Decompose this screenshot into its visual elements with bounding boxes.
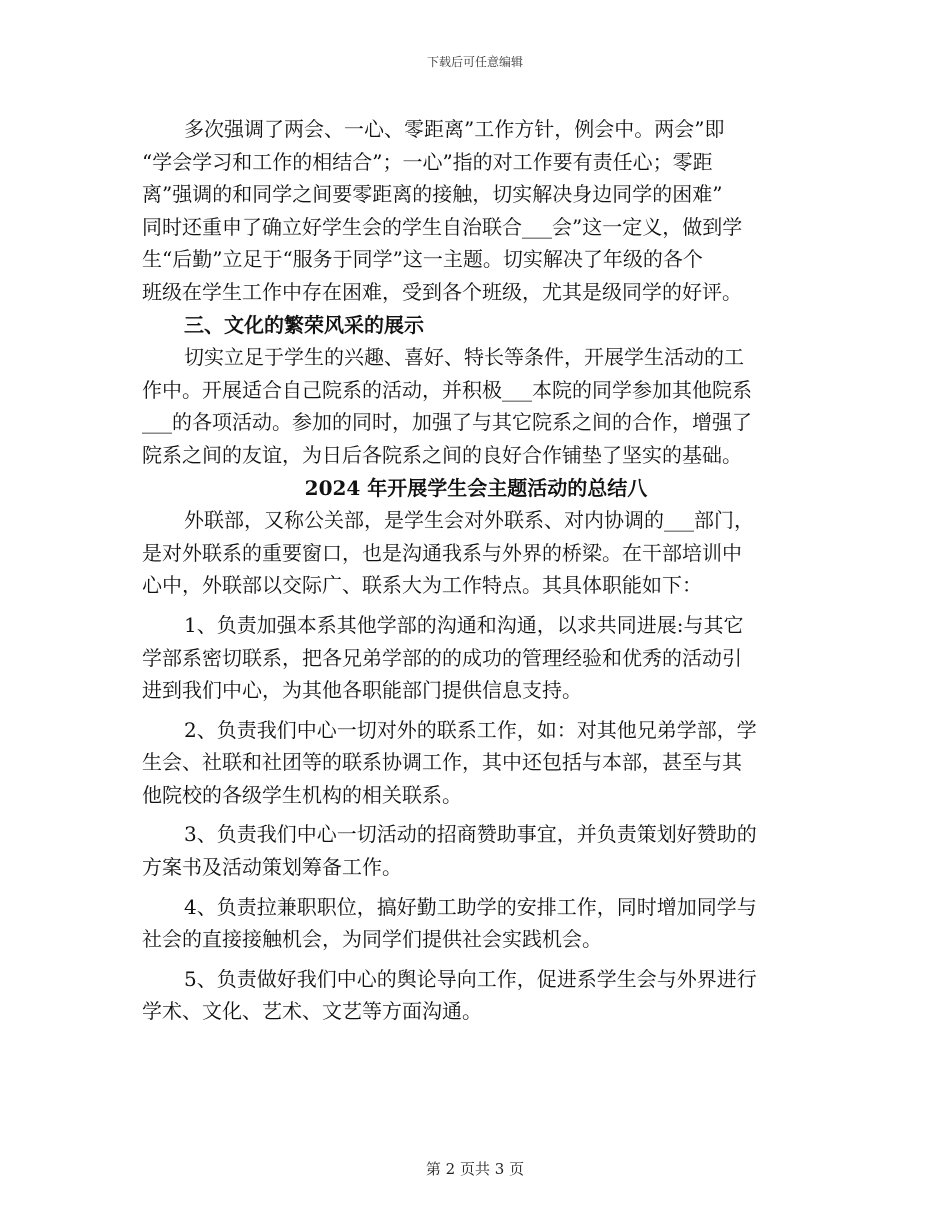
text-line: 学术、文化、艺术、文艺等方面沟通。	[142, 999, 482, 1024]
document-body	[142, 113, 810, 1028]
text-line: 外联部，又称公关部，是学生会对外联系、对内协调的___部门，	[184, 508, 754, 533]
text-line: 他院校的各级学生机构的相关联系。	[142, 782, 462, 807]
text-line: 4、负责拉兼职职位，搞好勤工助学的安排工作，同时增加同学与	[184, 894, 757, 919]
text-line: ___的各项活动。参加的同时，加强了与其它院系之间的合作，增强了	[142, 410, 752, 435]
list-item-4	[142, 891, 810, 956]
text-line: 离”强调的和同学之间要零距离的接触，切实解决身边同学的困难”	[142, 182, 723, 207]
text-line: 社会的直接接触机会，为同学们提供社会实践机会。	[142, 927, 602, 952]
paragraph-activities	[142, 341, 810, 471]
text-line: 3、负责我们中心一切活动的招商赞助事宜，并负责策划好赞助的	[184, 822, 757, 847]
text-line: 切实立足于学生的兴趣、喜好、特长等条件，开展学生活动的工	[184, 345, 744, 370]
document-title: 2024 年开展学生会主题活动的总结八	[304, 475, 648, 500]
page-footer: 第 2 页共 3 页	[425, 1160, 525, 1178]
section-heading: 三、文化的繁荣风采的展示	[184, 312, 424, 337]
text-line: 学部系密切联系，把各兄弟学部的的成功的管理经验和优秀的活动引	[142, 645, 742, 670]
text-line: 进到我们中心，为其他各职能部门提供信息支持。	[142, 678, 582, 703]
text-line: 院系之间的友谊，为日后各院系之间的良好合作铺垫了坚实的基础。	[142, 442, 742, 467]
text-line: 生会、社联和社团等的联系协调工作，其中还包括与本部，甚至与其	[142, 750, 742, 775]
list-item-1	[142, 609, 810, 707]
text-line: 生“后勤”立足于“服务于同学”这一主题。切实解决了年级的各个	[142, 247, 703, 272]
text-line: 5、负责做好我们中心的舆论导向工作，促进系学生会与外界进行	[184, 966, 757, 991]
list-item-2	[142, 714, 810, 812]
text-line: “学会学习和工作的相结合”；一心”指的对工作要有责任心；零距	[142, 149, 713, 174]
page-header: 下载后可任意编辑	[426, 55, 523, 69]
text-line: 班级在学生工作中存在困难，受到各个班级，尤其是级同学的好评。	[142, 279, 742, 304]
paragraph-external-relations	[142, 504, 810, 602]
text-line: 方案书及活动策划筹备工作。	[142, 855, 402, 880]
list-item-3	[142, 818, 810, 883]
text-line: 多次强调了两会、一心、零距离”工作方针，例会中。两会”即	[184, 117, 725, 141]
text-line: 2、负责我们中心一切对外的联系工作，如：对其他兄弟学部，学	[184, 717, 757, 742]
paragraph-two-meetings	[142, 113, 810, 309]
text-line: 同时还重申了确立好学生会的学生自治联合___会”这一定义，做到学	[142, 214, 743, 239]
list-item-5	[142, 963, 810, 1028]
text-line: 心中，外联部以交际广、联系大为工作特点。其具体职能如下：	[142, 573, 702, 598]
text-line: 作中。开展适合自己院系的活动，并积极___本院的同学参加其他院系	[142, 377, 752, 402]
text-line: 是对外联系的重要窗口，也是沟通我系与外界的桥梁。在干部培训中	[142, 540, 742, 565]
text-line: 1、负责加强本系其他学部的沟通和沟通，以求共同进展:与其它	[184, 612, 744, 637]
section-heading-culture	[142, 309, 810, 342]
